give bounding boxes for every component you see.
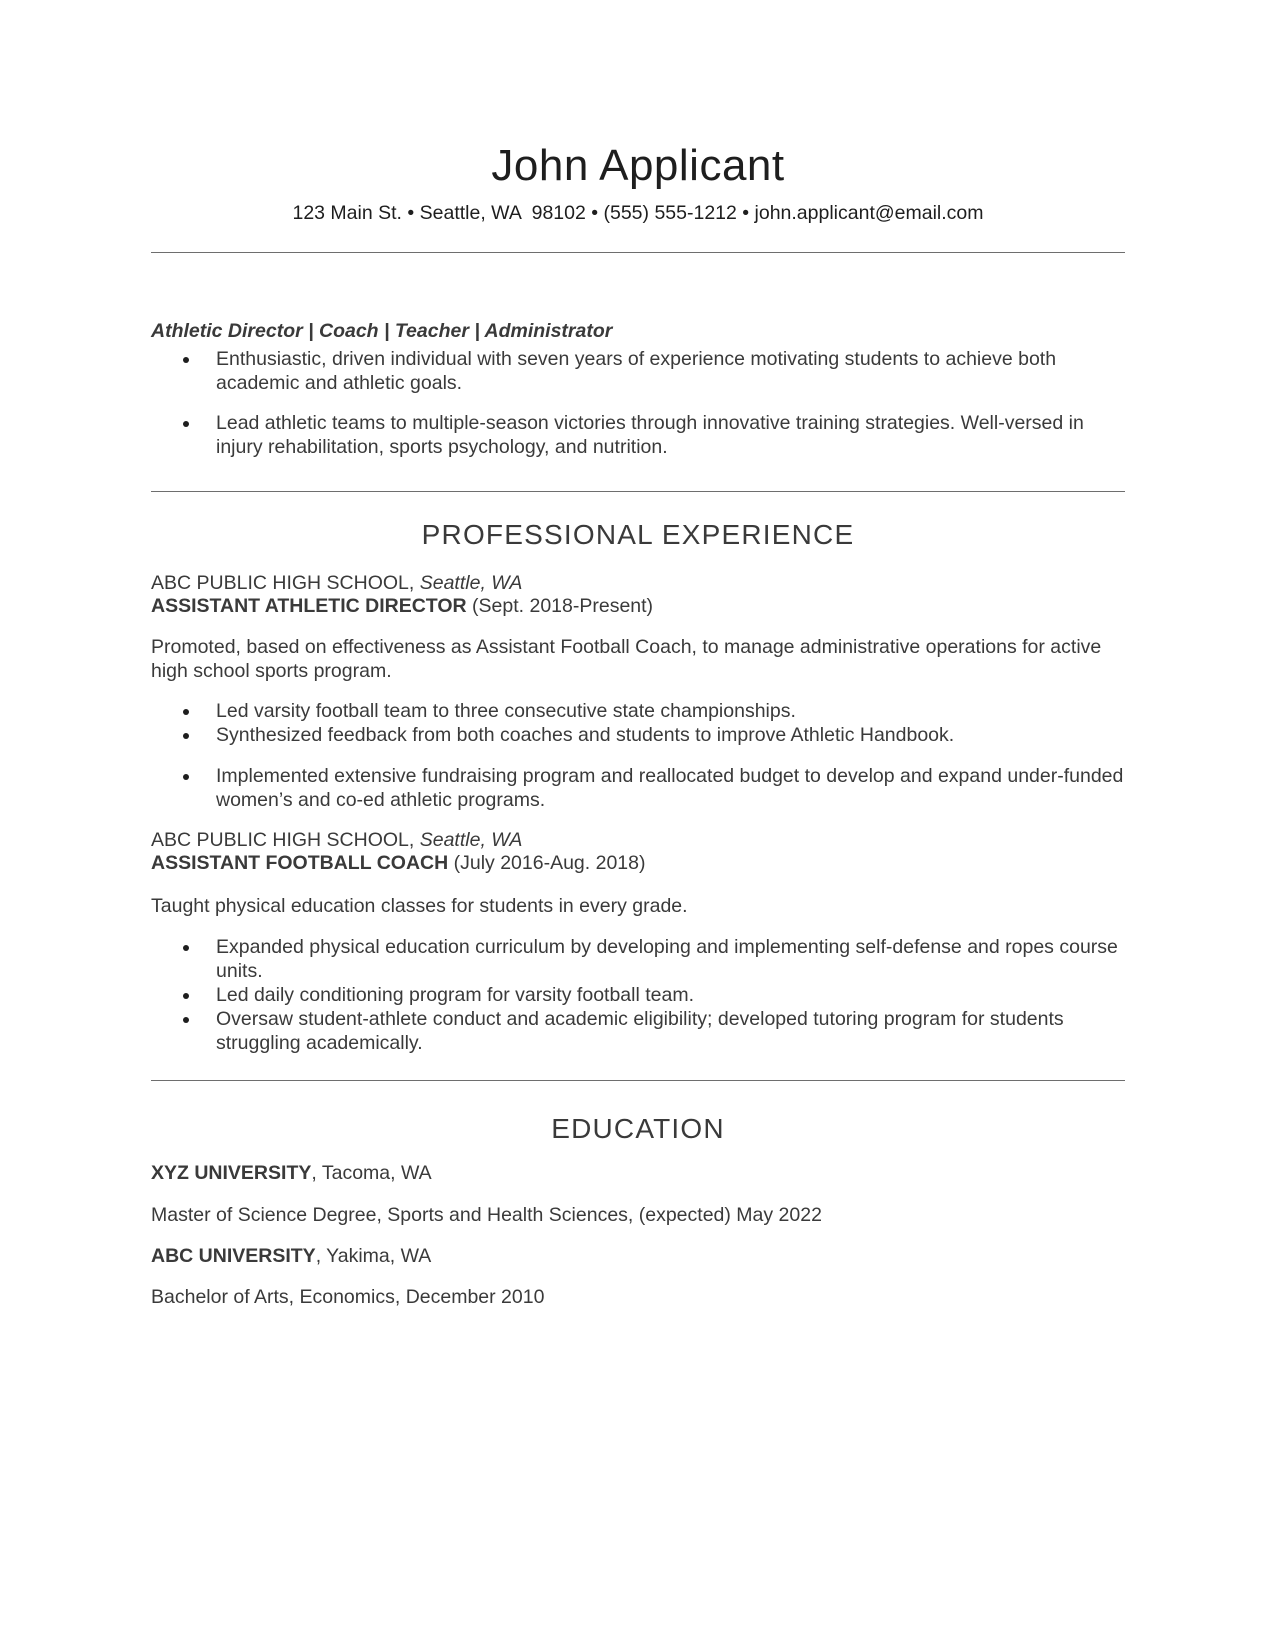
bullet-dot-icon — [183, 774, 189, 780]
job-dates: (July 2016-Aug. 2018) — [453, 852, 646, 874]
school-location: , Tacoma, WA — [311, 1162, 432, 1184]
job-description: Promoted, based on effectiveness as Assistant Football Coach, to manage administrative operations for active high school sports program. — [151, 636, 1102, 682]
summary-bullet: Lead athletic teams to multiple-season victories through innovative training strategies. Well-versed in injury rehabilitation, sports psychology, and nutrition. — [151, 411, 1125, 459]
job-bullet: Oversaw student-athlete conduct and academic eligibility; developed tutoring program for students struggling academically. — [151, 1007, 1125, 1055]
bullet-dot-icon — [183, 709, 189, 715]
bullet-dot-icon — [183, 993, 189, 999]
applicant-name: John Applicant — [491, 141, 785, 190]
job-title: ASSISTANT ATHLETIC DIRECTOR — [151, 595, 467, 617]
job-dates: (Sept. 2018-Present) — [472, 595, 654, 617]
bullet-dot-icon — [183, 945, 189, 951]
job-employer-line — [151, 571, 1125, 595]
bullet-dot-icon — [183, 421, 189, 427]
summary-bullet: Enthusiastic, driven individual with seven years of experience motivating students to achieve both academic and athletic goals. — [151, 347, 1125, 395]
job-location: Seattle, WA — [419, 829, 523, 851]
summary-title: Athletic Director | Coach | Teacher | Administrator — [151, 320, 613, 342]
job-title-line — [151, 594, 1125, 618]
school-name: XYZ UNIVERSITY — [151, 1162, 312, 1184]
bullet-dot-icon — [183, 357, 189, 363]
divider — [151, 252, 1125, 253]
bullet-dot-icon — [183, 1017, 189, 1023]
job-bullet: Implemented extensive fundraising program and reallocated budget to develop and expand under-funded women’s and co-ed athletic programs. — [151, 764, 1125, 812]
job-location: Seattle, WA — [419, 572, 523, 594]
school-degree: Master of Science Degree, Sports and Health Sciences, (expected) May 2022 — [151, 1204, 822, 1226]
job-bullets — [151, 935, 1125, 1055]
school-line — [151, 1244, 1125, 1268]
job-bullet: Led daily conditioning program for varsity football team. — [151, 983, 1125, 1007]
contact-line: 123 Main St. • Seattle, WA 98102 • (555) 555-1212 • john.applicant@email.com — [292, 202, 984, 224]
job-bullet: Synthesized feedback from both coaches and students to improve Athletic Handbook. — [151, 723, 1125, 747]
school-location: , Yakima, WA — [315, 1245, 432, 1267]
job-bullet: Led varsity football team to three consecutive state championships. — [151, 699, 1125, 723]
job-employer: ABC PUBLIC HIGH SCHOOL, — [151, 572, 415, 594]
education-section-title: EDUCATION — [551, 1113, 725, 1144]
job-title-line — [151, 851, 1125, 875]
job-employer: ABC PUBLIC HIGH SCHOOL, — [151, 829, 415, 851]
summary-bullets — [151, 347, 1125, 395]
school-line — [151, 1161, 1125, 1185]
job-bullets — [151, 764, 1125, 812]
school-degree: Bachelor of Arts, Economics, December 2010 — [151, 1286, 545, 1308]
summary-bullets — [151, 411, 1125, 459]
experience-section-title: PROFESSIONAL EXPERIENCE — [421, 519, 855, 550]
job-employer-line — [151, 828, 1125, 852]
job-description: Taught physical education classes for students in every grade. — [151, 895, 688, 917]
job-bullet: Expanded physical education curriculum by developing and implementing self-defense and ropes course units. — [151, 935, 1125, 983]
school-name: ABC UNIVERSITY — [151, 1245, 316, 1267]
bullet-dot-icon — [183, 733, 189, 739]
job-bullets — [151, 699, 1125, 747]
divider — [151, 491, 1125, 492]
divider — [151, 1080, 1125, 1081]
job-title: ASSISTANT FOOTBALL COACH — [151, 852, 449, 874]
